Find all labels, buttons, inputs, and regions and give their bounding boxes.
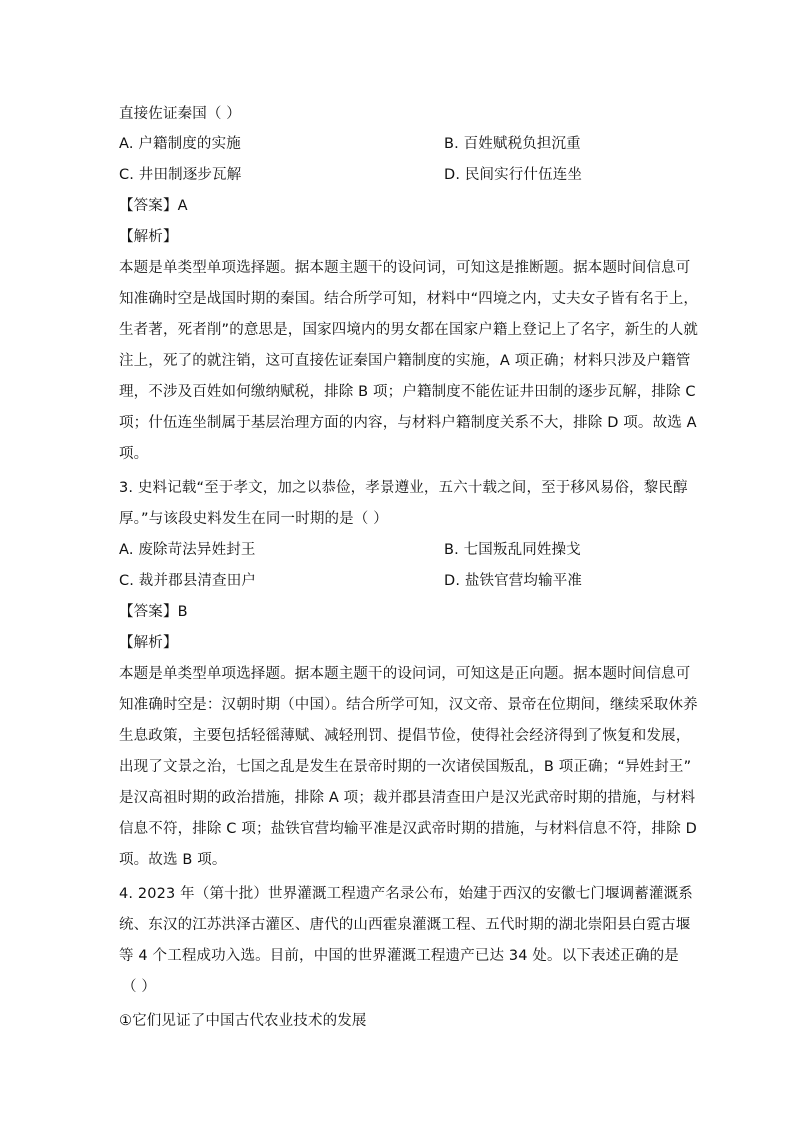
q3-answer: 【答案】B bbox=[119, 604, 188, 620]
q2-analysis-line: 项。 bbox=[119, 446, 149, 462]
q4-stem-line: 等 4 个工程成功入选。目前，中国的世界灌溉工程遗产已达 34 处。以下表述正确的是 bbox=[119, 948, 679, 964]
q3-option-b: B. 七国叛乱同姓操戈 bbox=[444, 542, 581, 558]
q3-option-a: A. 废除苛法异姓封王 bbox=[119, 542, 256, 558]
q2-analysis-line: 注上，死了的就注销，这可直接佐证秦国户籍制度的实施，A 项正确；材料只涉及户籍管 bbox=[119, 353, 691, 369]
q3-stem-line: 厚。”与该段史料发生在同一时期的是（ ） bbox=[119, 511, 388, 527]
q2-analysis-line: 生者著，死者削”的意思是，国家四境内的男女都在国家户籍上登记上了名字，新生的人就 bbox=[119, 322, 699, 338]
q3-analysis-line: 出现了文景之治，七国之乱是发生在景帝时期的一次诸侯国叛乱，B 项正确；“异姓封王” bbox=[119, 759, 692, 775]
q3-analysis-line: 知准确时空是：汉朝时期（中国）。结合所学可知，汉文帝、景帝在位期间，继续采取休养 bbox=[119, 697, 698, 713]
q2-option-d: D. 民间实行什伍连坐 bbox=[444, 167, 583, 183]
q4-item-1: ①它们见证了中国古代农业技术的发展 bbox=[119, 1013, 367, 1029]
q2-answer: 【答案】A bbox=[119, 198, 188, 214]
q3-analysis-line: 信息不符，排除 C 项；盐铁官营均输平准是汉武帝时期的措施，与材料信息不符，排除 D bbox=[119, 821, 697, 837]
q2-analysis-line: 知准确时空是战国时期的秦国。结合所学可知，材料中“四境之内，丈夫女子皆有名于上， bbox=[119, 291, 699, 307]
q2-option-a: A. 户籍制度的实施 bbox=[119, 136, 241, 152]
q4-stem-line: （ ） bbox=[122, 979, 157, 995]
q3-analysis-line: 项。故选 B 项。 bbox=[119, 852, 227, 868]
q3-analysis-label: 【解析】 bbox=[119, 635, 178, 651]
q3-analysis-line: 本题是单类型单项选择题。据本题主题干的设问词，可知这是正向题。据本题时间信息可 bbox=[119, 666, 691, 682]
q3-analysis-line: 生息政策，主要包括轻徭薄赋、减轻刑罚、提倡节俭，使得社会经济得到了恢复和发展， bbox=[119, 728, 691, 744]
q2-analysis-line: 理，不涉及百姓如何缴纳赋税，排除 B 项；户籍制度不能佐证井田制的逐步瓦解，排除 C bbox=[119, 384, 696, 400]
q2-analysis-line: 项；什伍连坐制属于基层治理方面的内容，与材料户籍制度关系不大，排除 D 项。故选 A bbox=[119, 415, 697, 431]
q2-analysis-label: 【解析】 bbox=[119, 229, 178, 245]
q4-stem-line: 4. 2023 年（第十批）世界灌溉工程遗产名录公布，始建于西汉的安徽七门堰调蓄灌溉系 bbox=[119, 886, 693, 902]
q2-stem-tail: 直接佐证秦国（ ） bbox=[119, 106, 241, 122]
q2-option-b: B. 百姓赋税负担沉重 bbox=[444, 136, 581, 152]
q2-option-c: C. 井田制逐步瓦解 bbox=[119, 167, 242, 183]
q4-stem-line: 统、东汉的江苏洪泽古灌区、唐代的山西霍泉灌溉工程、五代时期的湖北崇阳县白霓古堰 bbox=[119, 917, 691, 933]
q2-analysis-line: 本题是单类型单项选择题。据本题主题干的设问词，可知这是推断题。据本题时间信息可 bbox=[119, 260, 691, 276]
q3-analysis-line: 是汉高祖时期的政治措施，排除 A 项；裁并郡县清查田户是汉光武帝时期的措施，与材料 bbox=[119, 790, 696, 806]
q3-stem-line: 3. 史料记载“至于孝文，加之以恭俭，孝景遵业，五六十载之间，至于移风易俗，黎民醇 bbox=[119, 480, 688, 496]
q3-option-d: D. 盐铁官营均输平准 bbox=[444, 573, 583, 589]
q3-option-c: C. 裁并郡县清查田户 bbox=[119, 573, 256, 589]
